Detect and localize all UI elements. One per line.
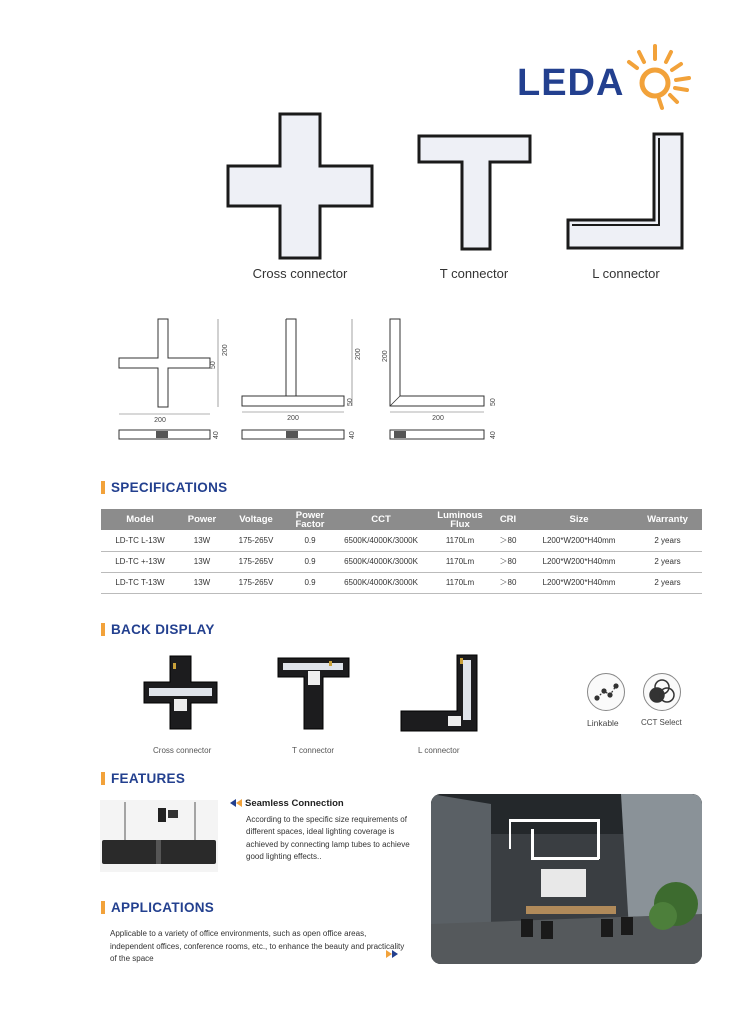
col-warranty: Warranty (633, 509, 702, 530)
table-row (101, 530, 702, 551)
col-power: Power (179, 509, 225, 530)
table-cell: LD-TC L-13W (101, 530, 179, 551)
back-l-image (400, 654, 478, 732)
applications-arrow-icon (386, 950, 400, 958)
linkable-icon (587, 673, 625, 711)
cross-height-label: 200 (222, 344, 229, 356)
table-cell: 13W (179, 530, 225, 551)
back-cross-image (143, 655, 218, 730)
seamless-connection-body: According to the specific size requirements of different spaces, ideal lighting coverage is achieved by connecting lamp tubes to achieve good lighting effects.. (246, 815, 410, 861)
table-cell: 2 years (633, 530, 702, 551)
table-cell: L200*W200*H40mm (525, 530, 633, 551)
applications-body: Applicable to a variety of office environments, such as open office areas, independent offices, conference rooms, etc., to enhance the beauty and practicality of the space (110, 929, 405, 963)
features-heading (101, 771, 185, 786)
back-cross-caption: Cross connector (153, 746, 212, 755)
features-title: FEATURES (111, 771, 186, 786)
table-cell: 175-265V (225, 551, 287, 572)
l-height-label: 200 (382, 350, 389, 362)
table-cell: 2 years (633, 551, 702, 572)
table-cell: LD-TC T-13W (101, 572, 179, 593)
table-cell: 2 years (633, 572, 702, 593)
t-width-label: 200 (287, 415, 299, 422)
heading-accent-bar (101, 481, 105, 494)
connection-detail-image (100, 800, 218, 872)
table-cell: 13W (179, 572, 225, 593)
col-power-factor: Power Factor (287, 509, 333, 530)
table-cell: 0.9 (287, 551, 333, 572)
table-cell: ＞80 (491, 572, 525, 593)
col-cri: CRI (491, 509, 525, 530)
t-connector-image (417, 134, 532, 251)
t-connector-caption: T connector (439, 266, 509, 281)
table-row (101, 551, 702, 572)
table-cell: 175-265V (225, 572, 287, 593)
back-l-caption: L connector (418, 746, 460, 755)
t-drawing (236, 314, 366, 444)
applications-title: APPLICATIONS (111, 900, 215, 915)
l-connector-caption: L connector (592, 266, 660, 281)
heading-accent-bar (101, 901, 105, 914)
table-cell: 6500K/4000K/3000K (333, 530, 429, 551)
cross-drawing (110, 314, 235, 444)
linkable-label: Linkable (587, 718, 619, 728)
specifications-title: SPECIFICATIONS (111, 480, 228, 495)
table-cell: 1170Lm (429, 530, 491, 551)
table-cell: 6500K/4000K/3000K (333, 551, 429, 572)
cct-select-icon (643, 673, 681, 711)
col-voltage: Voltage (225, 509, 287, 530)
l-arm-label: 50 (490, 398, 497, 406)
l-depth-label: 40 (490, 431, 497, 439)
col-size: Size (525, 509, 633, 530)
col-model: Model (101, 509, 179, 530)
cct-select-label: CCT Select (641, 718, 682, 727)
brand-logo (517, 40, 702, 115)
col-cct: CCT (333, 509, 429, 530)
back-display-title: BACK DISPLAY (111, 622, 215, 637)
l-width-label: 200 (432, 415, 444, 422)
table-cell: ＞80 (491, 530, 525, 551)
table-cell: ＞80 (491, 551, 525, 572)
table-cell: 175-265V (225, 530, 287, 551)
back-t-caption: T connector (292, 746, 335, 755)
table-cell: 13W (179, 551, 225, 572)
cross-width-label: 200 (154, 417, 166, 424)
back-display-heading (101, 622, 215, 637)
logo-text: LEDA (517, 62, 625, 104)
table-header-row (101, 509, 702, 530)
table-cell: LD-TC +-13W (101, 551, 179, 572)
cross-arm-label: 50 (210, 361, 217, 369)
cross-depth-label: 40 (213, 431, 220, 439)
t-height-label: 200 (355, 348, 362, 360)
table-cell: 0.9 (287, 572, 333, 593)
table-cell: 0.9 (287, 530, 333, 551)
seamless-connection-title: Seamless Connection (245, 798, 344, 809)
back-t-image (277, 657, 350, 730)
table-row (101, 572, 702, 593)
seamless-arrow-icon (228, 799, 242, 807)
table-cell: 1170Lm (429, 551, 491, 572)
table-cell: 1170Lm (429, 572, 491, 593)
table-cell: L200*W200*H40mm (525, 551, 633, 572)
t-depth-label: 40 (349, 431, 356, 439)
heading-accent-bar (101, 623, 105, 636)
office-application-photo (431, 794, 702, 964)
cross-connector-image (226, 112, 374, 260)
l-drawing (380, 314, 505, 444)
col-luminous-flux: Luminous Flux (429, 509, 491, 530)
cross-connector-caption: Cross connector (252, 266, 348, 281)
table-cell: 6500K/4000K/3000K (333, 572, 429, 593)
specifications-heading (101, 480, 227, 495)
heading-accent-bar (101, 772, 105, 785)
table-cell: L200*W200*H40mm (525, 572, 633, 593)
sun-logo-icon (617, 40, 702, 115)
applications-heading (101, 900, 214, 915)
specifications-table (101, 509, 702, 594)
l-connector-image (566, 132, 684, 250)
t-arm-label: 50 (347, 398, 354, 406)
